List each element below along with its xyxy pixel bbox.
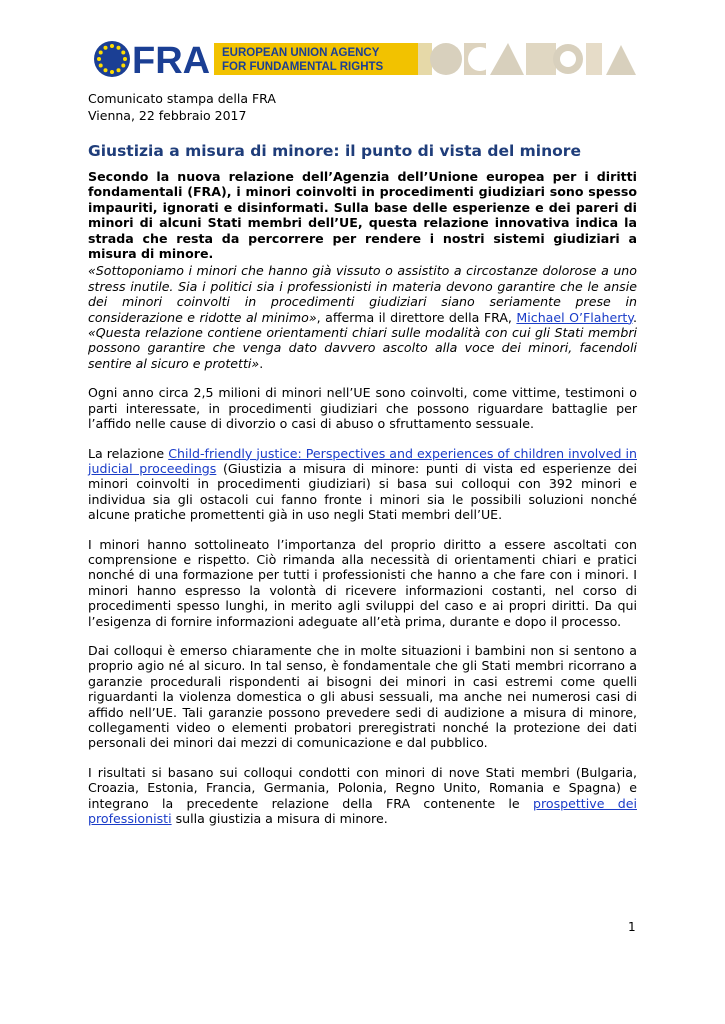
decorative-pattern-icon (418, 43, 636, 75)
page-title: Giustizia a misura di minore: il punto di vista del minore (88, 142, 581, 160)
report-paragraph (88, 446, 637, 523)
report-pre: La relazione (88, 445, 169, 461)
quote-attribution: , afferma il direttore della FRA, (316, 309, 517, 325)
quote-1: «Sottoponiamo i minori che hanno già vissuto o assistito a circostanze dolorose a uno stress inutile. Sia i politici sia i professionisti in materia devono garantire che le ansie dei minori coinvolti in procedimenti giudiziari siano seriamente prese in considerazione e ridotte al minimo» (88, 263, 637, 325)
stats-paragraph: Ogni anno circa 2,5 milioni di minori nell’UE sono coinvolti, come vittime, testimoni o parti interessate, in procedimenti giudiziari che possono riguardare battaglie per l’affido nelle cause di divorzio o casi di abuso o sfruttamento sessuale. (88, 385, 637, 432)
results-post: sulla giustizia a misura di minore. (171, 811, 388, 827)
children-paragraph: I minori hanno sottolineato l’importanza del proprio diritto a essere ascoltati con comprensione e rispetto. Ciò rimanda alla necessità di orientamenti chiari e pratici nonché di una formazione per tutti i professionisti che hanno a che fare con i minori. I minori hanno espresso la volontà di ricevere informazioni costanti, nel corso di procedimenti spesso lunghi, in merito agli sviluppi del caso e ai propri diritti. Da qui l’esigenza di fornire informazioni adeguate all’età prima, durante e dopo il processo. (88, 536, 637, 629)
press-release (88, 90, 637, 840)
release-date: Vienna, 22 febbraio 2017 (88, 108, 247, 123)
director-link[interactable]: Michael O’Flaherty (516, 309, 633, 325)
quote-end: . (259, 355, 264, 371)
results-pre: I risultati si basano sui colloqui condotti con minori di nove Stati membri (Bulgaria, Croazia, Estonia, Francia, Germania, Polonia, Regno Unito, Romania e Spagna) e integrano la precedente relazione della FRA contenente le (88, 764, 637, 811)
fra-logo (88, 40, 638, 78)
fra-header-banner (88, 40, 638, 78)
quote-2: «Questa relazione contiene orientamenti chiari sulle modalità con cui gli Stati membri possono garantire che venga dato davvero ascolto alla voce dei minori, facendoli sentire al sicuro e protetti» (88, 325, 637, 371)
report-link[interactable]: Child-friendly justice: Perspectives and experiences of children involved in judicial proceedings (88, 445, 637, 476)
eu-stars-icon (94, 41, 130, 77)
quote-paragraph (88, 263, 637, 371)
logo-text: FRA (132, 40, 211, 78)
safety-paragraph: Dai colloqui è emerso chiaramente che in molte situazioni i bambini non si sentono a proprio agio né al sicuro. In tal senso, è fondamentale che gli Stati membri ricorrano a garanzie procedurali rispondenti ai bisogni dei minori in casi estremi come quelli riguardanti la violenza domestica o gli abusi sessuali, ma anche nei numerosi casi di affido nell’UE. Tali garanzie possono prevedere sedi di audizione a misura di minore, collegamenti video o elementi probatori preregistrati nonché la protezione dei dati personali dei minori dai mezzi di comunicazione e dal pubblico. (88, 642, 637, 751)
page-number: 1 (628, 920, 636, 934)
report-post: (Giustizia a misura di minore: punti di vista ed esperienze dei minori coinvolti in procedimenti giudiziari) si basa sui colloqui con 392 minori e individua sia gli ostacoli cui fanno fronte i minori sia le possibili soluzioni nonché alcune pratiche promettenti già in uso negli Stati membri dell’UE. (88, 460, 637, 523)
release-label: Comunicato stampa della FRA (88, 91, 276, 106)
lead-paragraph: Secondo la nuova relazione dell’Agenzia dell’Unione europea per i diritti fondamentali (FRA), i minori coinvolti in procedimenti giudiziari sono spesso impauriti, ignorati e disinformati. Sulla base delle esperienze e dei pareri di minori di alcuni Stati membri dell’UE, questa relazione innovativa indica la strada che resta da percorrere per rendere i nostri sistemi giudiziari a misura di minore. (88, 169, 637, 262)
quote-sep: . (632, 309, 637, 325)
professionals-link[interactable]: prospettive dei professionisti (88, 795, 637, 827)
agency-line-1: EUROPEAN UNION AGENCY (222, 47, 380, 59)
results-paragraph (88, 765, 637, 827)
agency-line-2: FOR FUNDAMENTAL RIGHTS (222, 61, 384, 73)
